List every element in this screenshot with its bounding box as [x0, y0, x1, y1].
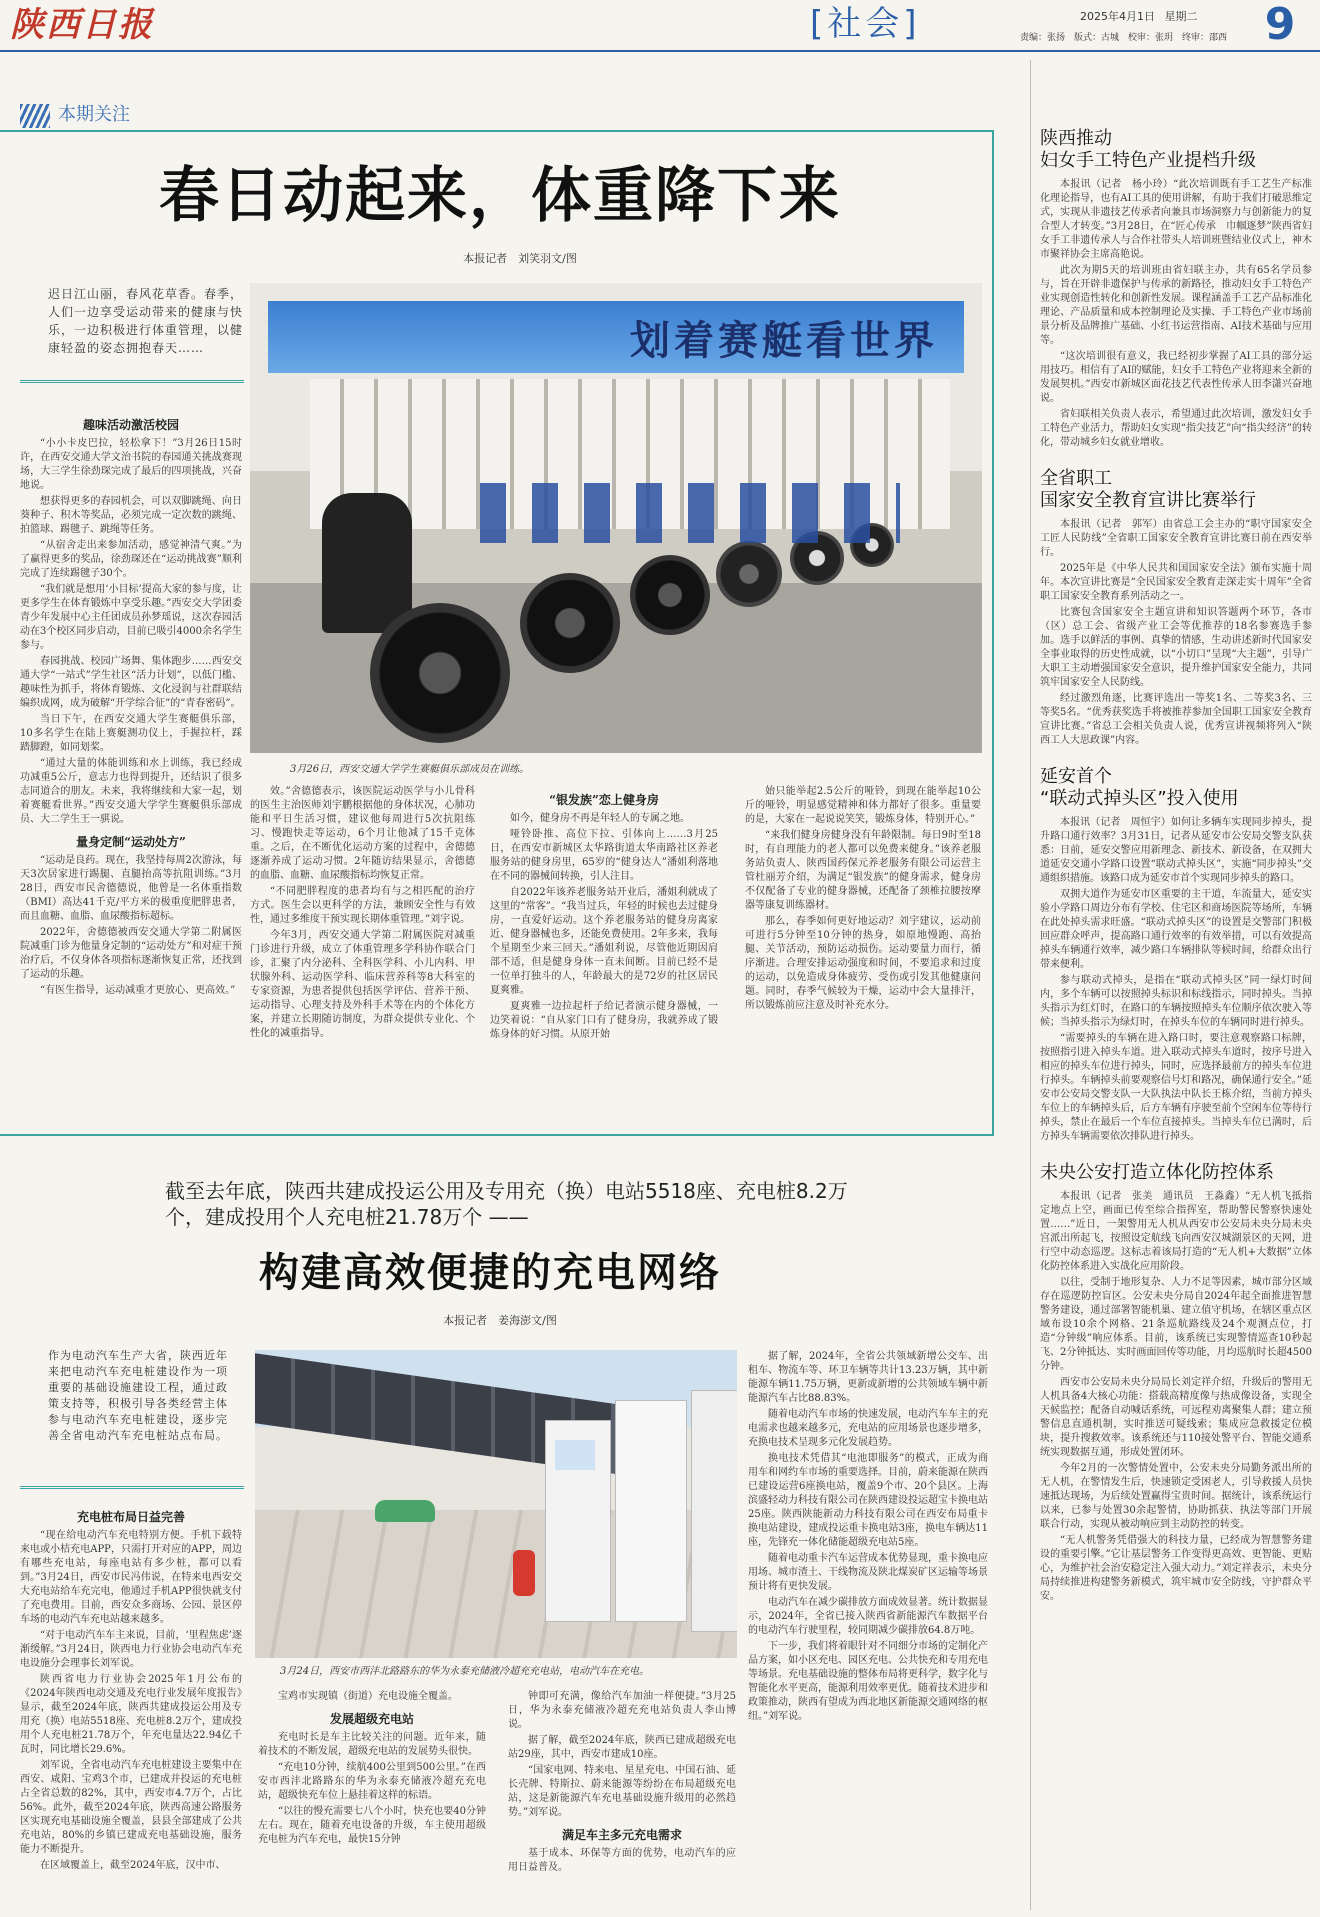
paragraph: 哑铃卧推、高位下拉、引体向上……3月25日，在西安市新城区太华路街道太华南路社区养老服务站的健身房里，65岁的“健身达人”潘姐利落地在不同的器械间转换，引人注目。 [490, 829, 718, 882]
brief-paragraph: 此次为期5天的培训班由省妇联主办，共有65名学员参与，旨在开辟非遗保护与传承的新路径，推动妇女手工特色产业实现创造性转化和创新性发展。课程涵盖手工艺产品标准化理论、产品质量和成本控制理论及实操、手工特色产业市场前景分析及品牌推广基础、小红书运营指南、AI技术基础与应用等。 [1040, 265, 1312, 346]
brief-article [1040, 128, 1312, 450]
brief-paragraph: 本报讯（记者 周恒宇）如何让多辆车实现同步掉头，提升路口通行效率？3月31日，记者从延安市公安局交警支队获悉：日前，延安交警应用新理念、新技术、新设备，在双拥大道延安交通小学路口设置“联动式掉头区”，实施“同步掉头”交通组织措施。该路口成为延安市首个实现同步掉头的路口。 [1040, 817, 1312, 884]
kicker-label: 本期关注 [58, 104, 130, 125]
green-car [375, 1500, 435, 1522]
brief-paragraph: 省妇联相关负责人表示，希望通过此次培训，激发妇女手工特色产业活力，帮助妇女实现“指尖技艺”向“指尖经济”的转化，带动城乡妇女就业增收。 [1040, 409, 1312, 448]
paragraph: 效。”舍德德表示，该医院运动医学与小儿骨科的医生主治医师刘宇鹏根据他的身体状况，心肺功能和平日生活习惯，建议他每周进行5次抗阻练习、慢跑快走等运动，6个月让他减了15千克体重。之后，在不断优化运动方案的过程中，舍德德逐渐养成了运动习惯。2年随访结果显示，舍德德的血脂、血糖、血尿酸指标均恢复正常。 [250, 786, 475, 881]
brief-headline: “联动式掉头区”投入使用 [1040, 788, 1239, 809]
brief-paragraph: 2025年是《中华人民共和国国家安全法》颁布实施十周年。本次宣讲比赛是“全民国家安全教育走深走实十周年”全省职工国家安全教育系列活动之一。 [1040, 563, 1312, 602]
editor-credits: 责编：张扬 版式：古城 校审：张玥 终审：邵西 [1020, 33, 1228, 43]
paragraph: 在区域覆盖上，截至2024年底，汉中市、 [40, 1860, 226, 1871]
section-label: [社会] [810, 4, 921, 44]
rowers-group [480, 483, 900, 543]
paragraph: 如今，健身房不再是年轻人的专属之地。 [510, 813, 690, 824]
charging-deck: 截至去年底，陕西共建成投运公用及专用充（换）电站5518座、充电桩8.2万个，建成投用个人充电桩21.78万个 —— [165, 1179, 848, 1229]
paragraph: 充电时长是车主比较关注的问题。近年来，随着技术的不断发展，超级充电站的发展势头很快。 [258, 1732, 486, 1757]
brief-paragraph: 本报讯（记者 张美 通讯员 王淼鑫）“无人机飞抵指定地点上空，画面已传至综合指挥室，帮助警民警察快速处置……”近日，一架警用无人机从西安市公安局未央分局未央宫派出所起飞，按照设定航线飞向西安汉城湖景区的天网，进行空中动态巡逻。这标志着该局打造的“无人机+大数据”立体化防控体系进入实战化应用阶段。 [1040, 1191, 1312, 1272]
paragraph: 陕西省电力行业协会2025年1月公布的《2024年陕西电动交通及充电行业发展年度报告》显示，截至2024年底，陕西共建成投运公用及专用充（换）电站5518座、充电桩8.2万个，建成投用个人充电桩21.78万个，年充电量达22.94亿千瓦时，同比增长29.6%。 [20, 1674, 242, 1755]
subheading: 趣味活动激活校园 [82, 418, 179, 432]
charging-lead-divider [20, 1486, 244, 1489]
masthead-logo: 陕西日报 [10, 5, 154, 45]
brief-paragraph: 比赛包含国家安全主题宣讲和知识答题两个环节，各市（区）总工会、省级产业工会等优推荐的18名参赛选手参加。选手以鲜活的事例、真挚的情感，生动讲述新时代国家安全事业取得的历史性成就，以“小切口”呈现“大主题”，引导广大职工主动增强国家安全意识，提升维护国家安全能力，共同筑牢国家安全人民防线。 [1040, 607, 1312, 688]
paragraph: “通过大量的体能训练和水上训练，我已经成功减重5公斤，意志力也得到提升，还结识了很多志同道合的朋友。未来，我将继续和大家一起，划着赛艇看世界。”西安交通大学学生赛艇俱乐部成员、大二学生王一骐说。 [20, 758, 242, 825]
paragraph: 刘军说，全省电动汽车充电桩建设主要集中在西安、咸阳、宝鸡3个市，已建成并投运的充电桩占全省总数的82%，其中，西安市4.7万个，占比56%。此外，截至2024年底，陕西高速公路服务区实现充电基础设施全覆盖，县县全部建成了公共充电站，80%的乡镇已建成充电基础设施，服务能力不断提升。 [20, 1760, 242, 1855]
paragraph: 想获得更多的春园机会，可以双脚跳绳、向日葵种子、积木等奖品，必须完成一定次数的跳绳、拍篮球、踢毽子、跳绳等任务。 [20, 496, 242, 535]
paragraph: 自2022年该养老服务站开业后，潘姐利就成了这里的“常客”。“我当过兵，年轻的时候也去过健身房，一直爱好运动。这个养老服务站的健身房离家近、健身器械也多，还能免费使用。2年多来，我每个星期至少来三回天。”潘姐利说，尽管他近期因肩部不适，但是健身身体一直未间断。目前已经不是一位单打独斗的人，年龄最大的是72岁的社区居民夏爽雅。 [490, 887, 718, 996]
brief-article [1040, 468, 1312, 748]
date-text: 2025年4月1日 [1080, 10, 1155, 23]
feature-col-4 [745, 785, 981, 1128]
paragraph: 夏爽雅一边拉起杆子给记者演示健身器械，一边笑着说：“自从家门口有了健身房，我就养成了锻炼身体的好习惯。从原开始 [490, 1001, 718, 1040]
paragraph: 下一步，我们将着眼针对不同细分市场的定制化产品方案，如小区充电、园区充电、公共快充和专用充电等场景。充电基础设施的整体布局将更科学，数字化与智能化水平更高，能源利用效率更优。随着技术进步和政策推动，陕西有望成为西北地区新能源交通网络的枢纽。”刘军说。 [748, 1641, 988, 1722]
rowing-photo-caption: 3月26日，西安交通大学学生赛艇俱乐部成员在训练。 [290, 764, 530, 775]
brief-paragraph: 双拥大道作为延安市区重要的主干道，车流量大，延安实验小学路口周边分布有学校、住宅区和商场医院等场所，车辆在此处掉头需求旺盛。“联动式掉头区”的设置是交警部门积极回应群众呼声，提高路口通行效率的有效举措，可以有效提高掉头车辆通行效率，减少路口车辆排队等候时间，给群众出行带来便利。 [1040, 889, 1312, 970]
masthead [10, 0, 170, 50]
subheading: 满足车主多元充电需求 [561, 1828, 682, 1842]
paragraph: 据了解，截至2024年底，陕西已建成超级充电站29座，其中，西安市建成10座。 [508, 1735, 736, 1760]
brief-paragraph: 本报讯（记者 杨小玲）“此次培训既有手工艺生产标准化理论指导，也有AI工具的使用讲解，有助于我们打破思维定式，实现从非遗技艺传承者向兼具市场洞察力与创新能力的复合型人才转变。”3月28日，在“匠心传承 巾帼逐梦”陕西省妇女手工非遗传承人与合作社带头人培训班暨结业仪式上，神木市聚祥协会主席高艳说。 [1040, 179, 1312, 260]
brief-paragraph: 经过激烈角逐，比赛评选出一等奖1名、二等奖3名、三等奖5名。“优秀获奖选手将被推荐参加全国职工国家安全教育宣讲比赛。”省总工会相关负责人说，优秀宣讲视频将列入“陕西工人大思政课”内容。 [1040, 693, 1312, 746]
brief-headline: 延安首个 [1040, 766, 1112, 787]
paragraph: 随着电动重卡汽车运营成本优势显现，重卡换电应用场、城市渣土、干线物流及陕北煤炭矿区运输等场景预计将有更快发展。 [748, 1553, 988, 1592]
rowing-photo [250, 283, 982, 753]
paragraph: 换电技术凭借其“电池即服务”的模式，正成为商用车和网约车市场的重要选择。目前，蔚来能源在陕西已建设运营6座换电站，覆盖9个市、20个县区。上海滨盛轻动力科技有限公司在陕西建设投运超宝卡换电站25座。陕西陕能新动力科技有限公司在西安布局重卡换电站建设，建成投运重卡换电站3座，换电车辆达11座，先锋充一体化储能超级充电站5座。 [748, 1453, 988, 1548]
rowing-machine-3 [630, 555, 710, 635]
brief-paragraph: “无人机警务凭借强大的科技力量，已经成为智慧警务建设的重要引擎。”它让基层警务工作变得更高效、更智能、更贴心，为维护社会治安稳定注入强大动力。”刘定祥表示，未央分局持续推进构建警务新模式，筑牢城市安全防线，守护群众平安。 [1040, 1535, 1312, 1602]
brief-headline: 妇女手工特色产业提档升级 [1040, 150, 1256, 171]
weekday-text: 星期二 [1164, 10, 1198, 23]
paragraph: “充电10分钟，续航400公里到500公里。”在西安市西沣北路路东的华为永泰充储液冷超充充电站，超级快充车位上悬挂着这样的标语。 [258, 1762, 486, 1801]
right-column [1040, 128, 1312, 1913]
feature-col-2 [250, 785, 475, 1128]
photo-banner-text: 划着赛艇看世界 [630, 318, 938, 364]
brief-paragraph: 参与联动式掉头，是指在“联动式掉头区”同一绿灯时间内，多个车辆可以按照掉头标识和标线指示，同时掉头。当掉头指示为红灯时，在路口的车辆按照掉头车位顺序依次驶入等候；当掉头指示为绿灯时，在掉头车位的车辆同时进行掉头。 [1040, 975, 1312, 1028]
charging-headline: 构建高效便捷的充电网络 [259, 1250, 721, 1296]
brief-headline: 全省职工 [1040, 468, 1112, 489]
feature-lead-text: 迟日江山丽，春风花草香。春季，人们一边享受运动带来的健康与快乐，一边积极进行体重管理，以健康轻盈的姿态拥抱春天…… [48, 287, 244, 355]
paragraph: 随着电动汽车市场的快速发展，电动汽车车主的充电需求也越来越多元，充电站的应用场景也逐步增多，充换电技术呈现多元化发展趋势。 [748, 1409, 988, 1448]
paragraph: “我们就是想用‘小目标’提高大家的参与度，让更多学生在体育锻炼中享受乐趣。”西安交大学团委青少年发展中心主任团成员孙梦瑶说，这次春园活动在3个校区同步启动，目前已吸引4000余名学生参与。 [20, 584, 242, 651]
paragraph: 今年3月，西安交通大学第二附属医院对减重门诊进行升级，成立了体重管理多学科协作联合门诊，汇聚了内分泌科、全科医学科、小儿内科、甲状腺外科、运动医学科、临床营养科等8大科室的专家资源，为患者提供包括医学评估、营养干预、运动指导、心理支持及外科手术等在内的个体化方案，并建立长期随访制度，为群众提供专业化、个性化的减重指导。 [250, 930, 475, 1039]
feature-headline: 春日动起来，体重降下来 [159, 161, 841, 231]
brief-paragraph: 今年2月的一次警情处置中，公安未央分局勤务派出所的无人机，在警情发生后，快速锁定受困老人，引导救援人员快速抵达现场，为后续处置赢得宝贵时间。据统计，该系统运行以来，已参与处置30余起警情，协助抓获、执法等部门开展联合行动，实现从被动响应到主动防控的转变。 [1040, 1463, 1312, 1530]
feature-lead [48, 285, 248, 357]
subheading: 发展超级充电站 [329, 1712, 414, 1726]
brief-headline: 国家安全教育宣讲比赛举行 [1040, 490, 1256, 511]
rower-1 [322, 493, 412, 633]
brief-headline: 陕西推动 [1040, 128, 1112, 149]
charging-col-3 [508, 1690, 736, 1912]
rowing-machine-1 [370, 603, 510, 743]
feature-col-1 [20, 410, 242, 1128]
paragraph: “对于电动汽车车主来说，目前，‘里程焦虑’逐渐缓解。”3月24日，陕西电力行业协会电动汽车充电设施分会理事长刘军说。 [20, 1630, 242, 1669]
charging-col-4 [748, 1350, 988, 1912]
brief-paragraph: “需要掉头的车辆在进入路口时，要注意观察路口标牌，按照指引进入掉头车道。进入联动式掉头车道时，按序号进入相应的掉头车位进行掉头，同时，应选择最前方的掉头车位进行掉头。车辆掉头前要观察信号灯和路况，确保通行安全。”延安市公安局交警支队一大队执法中队长王栋介绍，当前方掉头车位上的车辆掉头后，后方车辆有序驶至前个空闲车位等待行掉头，禁止在最后一个车位直接掉头。当掉头车位已满时，后方掉头车辆需要依次排队进行掉头。 [1040, 1033, 1312, 1142]
paragraph: 电动汽车在减少碳排放方面成效显著。统计数据显示，2024年，全省已接入陕西省新能源汽车数据平台的电动汽车行驶里程，较同期减少碳排放64.8万吨。 [748, 1597, 988, 1636]
paragraph: 据了解，2024年，全省公共领域新增公交车、出租车、物流车等、环卫车辆等共计13.23万辆，其中新能源车辆11.75万辆，更新或新增的公共领域车辆中新能源汽车占比88.83%。 [748, 1351, 988, 1404]
paragraph: “小小卡皮巴拉，轻松拿下！”3月26日15时许，在西安交通大学文治书院的春园通关挑战赛现场，大三学生徐劲琛完成了最后的四项挑战，兴奋地说。 [20, 438, 242, 491]
paragraph: “现在给电动汽车充电特别方便。手机下载特来电或小桔充电APP，只需打开对应的APP，周边有哪些充电站，每座电站有多少桩，都可以看到。”3月24日，西安市民冯伟说，在特来电西安交大充电站给车充完电，他通过手机APP很快就支付了充电费用。目前，西安众多商场、公园、景区停车场的电动汽车充电站越来越多。 [20, 1530, 242, 1625]
rowing-machine-2 [520, 573, 620, 673]
paragraph: “从宿舍走出来参加活动，感觉神清气爽。”为了赢得更多的奖品，徐劲琛还在“运动挑战赛”顺利完成了连续踢毽子30个。 [20, 540, 242, 579]
paragraph: 当日下午，在西安交通大学生赛艇俱乐部，10多名学生在陆上赛艇测功仪上，手握拉杆，踩踏脚蹬，如同划桨。 [20, 714, 242, 753]
subheading: 量身定制“运动处方” [76, 835, 186, 849]
charger-screen [555, 1440, 595, 1470]
charging-col-2 [258, 1690, 486, 1912]
brief-article [1040, 1162, 1312, 1604]
page-number: 9 [1264, 0, 1296, 50]
brief-paragraph: 本报讯（记者 郭军）由省总工会主办的“职守国家安全 工匠人民防线”全省职工国家安全教育宣讲比赛日前在西安举行。 [1040, 519, 1312, 558]
feature-byline: 本报记者 刘笑羽文/图 [463, 252, 577, 265]
paragraph: 2022年，舍德德被西安交通大学第二附属医院减重门诊为他量身定制的“运动处方”和对症干预治疗后，不仅身体各项指标逐渐恢复正常，还找到了运动的乐趣。 [20, 927, 242, 980]
paragraph: “来我们健身房健身没有年龄限制。每日9时至18时，有自理能力的老人都可以免费来健身。”该养老服务站负责人、陕西国药保元养老服务有限公司运营主管杜丽芳介绍，为满足“银发族”的健身需求，健身房不仅配备了专业的健身器械，还配备了颈椎拉腰按摩器等康复训练器材。 [745, 830, 981, 911]
brief-article [1040, 766, 1312, 1144]
paragraph: 始只能举起2.5公斤的哑铃，到现在能举起10公斤的哑铃，明显感觉精神和体力都好了很多。重量要的是，大家在一起说说笑笑，锻炼身体，特别开心。” [745, 786, 981, 825]
paragraph: “有医生指导，运动减重才更放心、更高效。” [40, 985, 236, 996]
charging-lead-text: 作为电动汽车生产大省，陕西近年来把电动汽车充电桩建设作为一项重要的基础设施建设工程，通过政策支持等，积极引导各类经营主体参与电动汽车充电桩建设，逐步完善全省电动汽车充电桩站点布局。 [48, 1349, 228, 1442]
lead-divider [20, 380, 244, 383]
charging-byline: 本报记者 姜海澎文/图 [443, 1314, 557, 1327]
charging-photo-caption: 3月24日，西安市西沣北路路东的华为永泰充储液冷超充充电站，电动汽车在充电。 [280, 1666, 650, 1677]
kicker-stripes [20, 104, 50, 128]
paragraph: 春园挑战、校园广场舞、集体跑步……西安交通大学“一站式”学生社区“活力计划”，以低门槛、趣味性为抓手，将体育锻炼、文化浸润与社群联结编织成网，成为破解“开学综合征”的“青春密码”。 [20, 656, 242, 709]
header-rule [0, 50, 1320, 52]
right-col-rule [1030, 60, 1031, 1910]
fire-extinguisher [513, 1550, 535, 1596]
subheading: 充电桩布局日益完善 [76, 1510, 185, 1524]
subheading: “银发族”恋上健身房 [549, 793, 659, 807]
brief-paragraph: “这次培训很有意义，我已经初步掌握了AI工具的部分运用技巧。相信有了AI的赋能，妇女手工特色产业将迎来全新的发展契机。”西安市新城区面花技艺代表性传承人田李潇兴奋地说。 [1040, 351, 1312, 404]
rowing-machine-4 [716, 541, 782, 607]
paragraph: 基于成本、环保等方面的优势，电动汽车的应用日益普及。 [508, 1848, 736, 1873]
brief-paragraph: 以往，受制于地形复杂、人力不足等因素，城市部分区域存在巡逻防控盲区。公安未央分局自2024年起全面推进智慧警务建设，通过部署智能机巢、建立值守机场，在辖区重点区域布设10余个网格、21条巡航路线及24个观测点位，打造“分钟级”响应体系。目前，该系统已实现警情巡查10秒起飞、2分钟抵达、实时画面回传等功能，月均巡航时长超4500分钟。 [1040, 1277, 1312, 1372]
brief-paragraph: 西安市公安局未央分局局长刘定祥介绍，升级后的警用无人机具备4大核心功能：搭载高精度像与热成像设备，实现全天候监控；配备自动喊话系统，可远程劝离聚集人群；建立预警信息直通机制，实时推送可疑线索；集成应急救援定位模块，提升搜救效率。该系统还与110接处警平台、智能交通系统实现数据互通，形成处置闭环。 [1040, 1377, 1312, 1458]
feature-col-3 [490, 785, 718, 1128]
paragraph: 宝鸡市实现镇（街道）充电设施全覆盖。 [278, 1691, 458, 1702]
brief-headline: 未央公安打造立体化防控体系 [1040, 1162, 1274, 1183]
charging-lead [48, 1348, 238, 1444]
issue-date [1080, 8, 1230, 24]
paragraph: “不同肥胖程度的患者均有与之相匹配的治疗方式。医生会以更科学的方法，兼顾安全性与有效性，通过多维度干预实现长期体重管理。”刘宇说。 [250, 886, 475, 925]
paragraph: 那么，春季如何更好地运动？刘宇建议，运动前可进行5分钟至10分钟的热身，如原地慢跑、高抬腿、关节活动，预防运动损伤。运动要量力而行，循序渐进。合理安排运动强度和时间，不要追求和过度的运动，以免造成身体疲劳、受伤或引发其他健康问题。同时，春季气候较为干燥，运动中会大量排汗，所以锻炼前应注意及时补充水分。 [745, 916, 981, 1011]
paragraph: “运动是良药。现在，我坚持每周2次游泳，每天3次居家进行踢腿、直腿抬高等抗阻训练。”3月28日，西安市民舍德德说，他曾是一名体重指数（BMI）高达41千克/平方米的极重度肥胖患者，而且血糖、血脂、血尿酸指标超标。 [20, 855, 242, 922]
paragraph: 钟即可充满，像给汽车加油一样便捷。”3月25日，华为永泰充储液冷超充充电站负责人李山博说。 [508, 1691, 736, 1730]
paragraph: “国家电网、特来电、星星充电、中国石油、延长壳牌、特斯拉、蔚来能源等纷纷在布局超级充电站，这是新能源汽车充电基础设施升级用的必然趋势。”刘军说。 [508, 1765, 736, 1818]
charger-unit-3 [691, 1390, 737, 1632]
paragraph: “以往的慢充需要七八个小时，快充也要40分钟左右。现在，随着充电设备的升级，车主使用超级充电桩为汽车充电，最快15分钟 [258, 1806, 486, 1845]
charging-photo [255, 1350, 737, 1658]
charging-col-1 [20, 1502, 242, 1912]
charger-unit-2 [615, 1400, 687, 1622]
